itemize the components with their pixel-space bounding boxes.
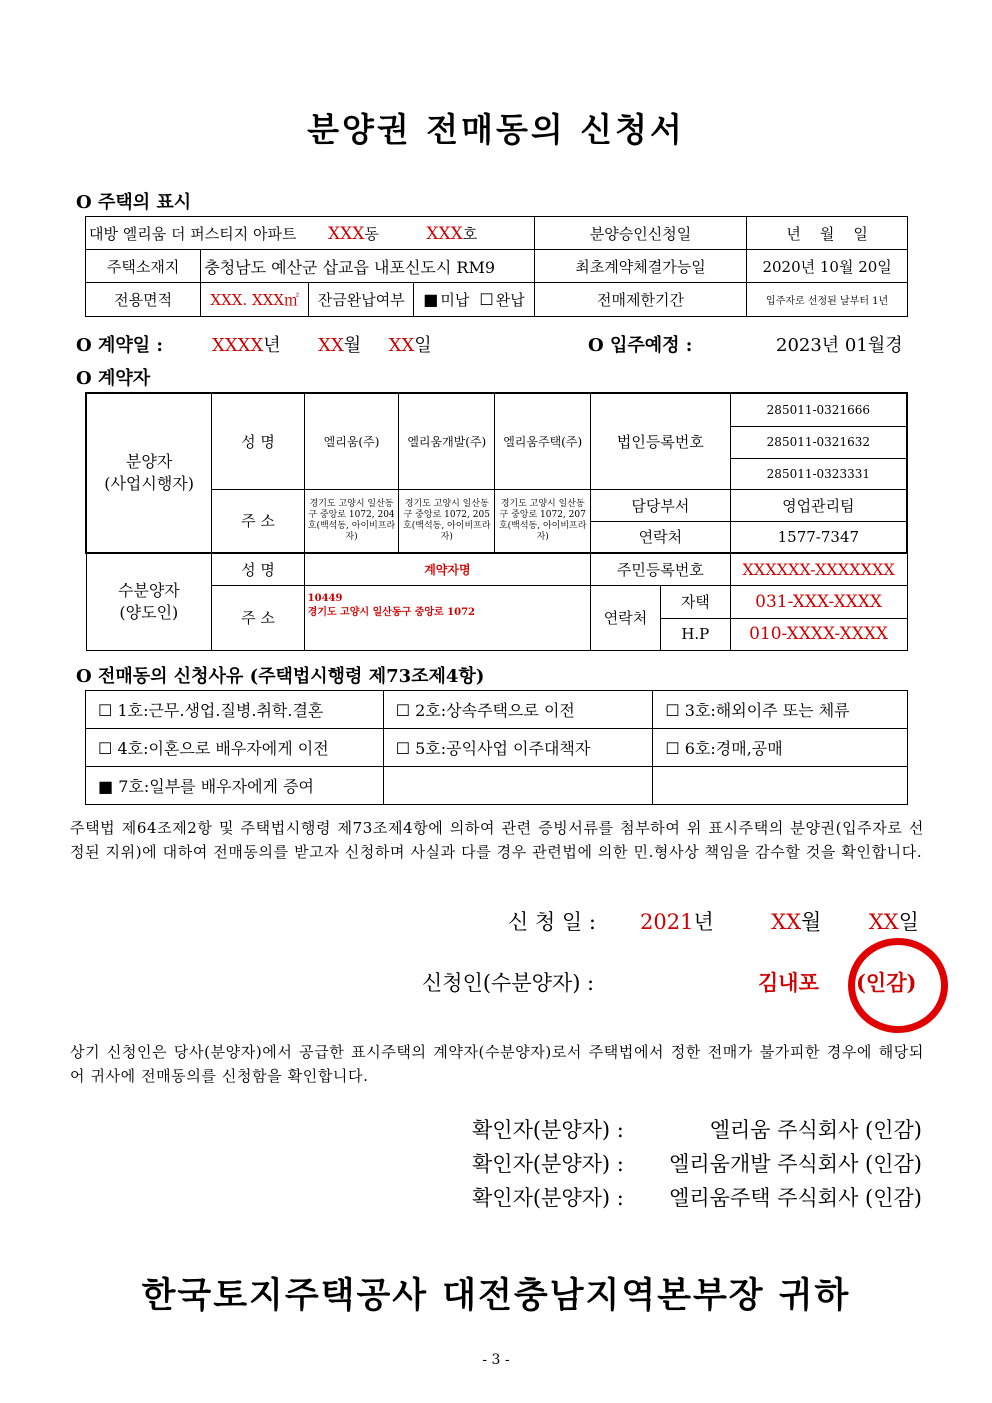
confirmer-3-label: 확인자(분양자) :: [472, 1186, 624, 1210]
seller-sublabel: (사업시행자): [104, 474, 194, 493]
section-reason-heading: O 전매동의 신청사유 (주택법시행령 제73조제4항): [76, 666, 485, 687]
reason-3[interactable]: [653, 691, 908, 729]
apartment-name: 대방 엘리움 더 퍼스티지 아파트: [89, 224, 297, 243]
confirmer-2-company: 엘리움개발 주식회사 (인감): [669, 1152, 922, 1176]
seller-contact-label: 연락처: [591, 521, 731, 553]
buyer-label: 수분양자: [117, 580, 180, 600]
seller-name-2: 엘리움개발(주): [399, 393, 495, 489]
page-number: - 3 -: [482, 1352, 510, 1368]
approval-date-label: 분양승인신청일: [534, 217, 747, 250]
balance-label: 잔금완납여부: [309, 283, 414, 316]
reason-2-label: 2호:상속주택으로 이전: [415, 701, 575, 720]
seller-label: 분양자: [125, 452, 173, 471]
unpaid-checkbox[interactable]: ■: [423, 290, 439, 309]
reason-7[interactable]: [86, 767, 384, 805]
ho-number: XXX: [426, 223, 463, 244]
address-value: 충청남도 예산군 삽교읍 내포신도시 RM9: [201, 250, 535, 283]
apply-month: XX: [771, 910, 802, 934]
section-party-heading: O 계약자: [76, 368, 151, 389]
reason-5-label: 5호:공익사업 이주대책자: [415, 739, 591, 758]
apartment-cell: [86, 217, 535, 250]
dong-number: XXX: [328, 223, 365, 244]
seller-name-1: 엘리움(주): [304, 393, 399, 489]
buyer-label-cell: [86, 553, 212, 650]
reason-empty-1: [383, 767, 653, 805]
contract-date-label: O 계약일 :: [76, 335, 164, 356]
applicant-label: 신청인(수분양자) :: [422, 971, 595, 995]
apply-day-unit: 일: [898, 910, 919, 934]
reason-2-checkbox[interactable]: ☐: [395, 701, 411, 720]
buyer-address-cell: [304, 585, 590, 650]
paid-checkbox[interactable]: ☐: [479, 290, 494, 309]
dept-label: 담당부서: [591, 489, 731, 521]
confirmer-1-label: 확인자(분양자) :: [472, 1118, 624, 1142]
seller-address-2: 경기도 고양시 일산동구 중앙로 1072, 205호(백석동, 아이비프라자): [399, 489, 495, 553]
buyer-contact-label: 연락처: [591, 585, 661, 650]
area-balance-cell: [201, 283, 535, 317]
reason-1[interactable]: [86, 691, 384, 729]
address-label: 주택소재지: [86, 250, 201, 283]
reason-7-checkbox[interactable]: ■: [98, 777, 114, 796]
reason-3-checkbox[interactable]: ☐: [665, 701, 680, 720]
seller-address-label: 주 소: [212, 489, 304, 553]
buyer-sublabel: (양도인): [119, 602, 179, 622]
apply-date-label: 신 청 일 :: [508, 910, 596, 934]
contract-day: XX: [388, 335, 415, 356]
apply-day: XX: [868, 910, 899, 934]
contract-month: XX: [318, 335, 344, 356]
corp-number-label: 법인등록번호: [591, 393, 731, 489]
corp-number-3: 285011-0323331: [730, 458, 907, 489]
seller-address-3: 경기도 고양시 일산동구 중앙로 1072, 207호(백석동, 아이비프라자): [495, 489, 591, 553]
confirmer-1-company: 엘리움 주식회사 (인감): [709, 1118, 922, 1142]
seller-address-1: 경기도 고양시 일산동구 중앙로 1072, 204호(백석동, 아이비프라자): [304, 489, 399, 553]
rrn-label: 주민등록번호: [591, 553, 731, 585]
apply-year-unit: 년: [693, 910, 714, 934]
rrn-value: XXXXXX-XXXXXXX: [730, 553, 907, 585]
balance-options: [414, 283, 534, 316]
restrict-value: 입주자로 선정된 날부터 1년: [747, 283, 908, 317]
move-in-value: 2023년 01월경: [776, 335, 903, 356]
seller-name-3: 엘리움주택(주): [495, 393, 591, 489]
hp-value: 010-XXXX-XXXX: [730, 618, 907, 650]
contract-date-value: [212, 331, 432, 357]
declaration-paragraph: 주택법 제64조제2항 및 주택법시행령 제73조제4항에 의하여 관련 증빙서류를 첨부하여 위 표시주택의 분양권(입주자로 선정된 지위)에 대하여 전매동의를 받고자 신청하며 사실과 다를 경우 관련법에 의한 민.형사상 책임을 감수할 것을 확인합니다.: [70, 819, 924, 861]
reason-7-label: 7호:일부를 배우자에게 증여: [118, 777, 314, 796]
buyer-address-label: 주 소: [212, 585, 304, 650]
apply-month-unit: 월: [801, 910, 822, 934]
contract-year: XXXX: [212, 335, 264, 356]
reason-4-label: 4호:이혼으로 배우자에게 이전: [117, 739, 329, 758]
applicant-name: 김내포: [758, 970, 819, 995]
confirmer-2-label: 확인자(분양자) :: [472, 1152, 624, 1176]
reason-empty-2: [653, 767, 908, 805]
approval-date-value: 년 월 일: [747, 217, 908, 250]
reason-4-checkbox[interactable]: ☐: [98, 739, 113, 758]
reason-table: [85, 690, 908, 805]
seller-name-label: 성 명: [212, 393, 304, 489]
area-value: XXX. XXX㎡: [201, 283, 309, 316]
reason-4[interactable]: [86, 729, 384, 767]
confirmation-paragraph: 상기 신청인은 당사(분양자)에서 공급한 표시주택의 계약자(수분양자)로서 주택법에서 정한 전매가 불가피한 경우에 해당되어 귀사에 전매동의를 신청함을 확인합니다.: [70, 1043, 924, 1085]
reason-1-checkbox[interactable]: ☐: [98, 701, 113, 720]
home-phone-value: 031-XXX-XXXX: [730, 585, 907, 618]
housing-table: [85, 216, 908, 317]
buyer-address: 경기도 고양시 일산동구 중앙로 1072: [307, 606, 476, 618]
apply-date-value: [640, 906, 919, 936]
party-table: [85, 392, 908, 651]
reason-3-label: 3호:해외이주 또는 체류: [684, 701, 850, 720]
addressee: 한국토지주택공사 대전충남지역본부장 귀하: [141, 1275, 851, 1316]
reason-5[interactable]: [383, 729, 653, 767]
contract-year-unit: 년: [263, 335, 281, 356]
first-contract-value: 2020년 10월 20일: [747, 250, 908, 283]
unpaid-label: 미납: [440, 291, 470, 309]
hp-label: H.P: [660, 618, 730, 650]
corp-number-1: 285011-0321666: [730, 393, 907, 426]
buyer-name-label: 성 명: [212, 553, 304, 585]
page-title: 분양권 전매동의 신청서: [307, 110, 685, 149]
reason-2[interactable]: [383, 691, 653, 729]
reason-6[interactable]: [653, 729, 908, 767]
restrict-label: 전매제한기간: [534, 283, 747, 317]
contract-day-unit: 일: [414, 335, 432, 356]
first-contract-label: 최초계약체결가능일: [534, 250, 747, 283]
confirmer-3-company: 엘리움주택 주식회사 (인감): [669, 1186, 922, 1210]
contract-month-unit: 월: [343, 335, 362, 356]
paid-label: 완납: [495, 291, 525, 309]
section-housing-heading: O 주택의 표시: [76, 192, 192, 213]
corp-number-2: 285011-0321632: [730, 426, 907, 458]
reason-6-checkbox[interactable]: ☐: [665, 739, 680, 758]
seller-contact-value: 1577-7347: [730, 521, 907, 553]
dong-unit: 동: [364, 224, 379, 243]
seller-label-cell: [86, 393, 212, 553]
applicant-seal-text: (인감): [856, 970, 917, 995]
reason-5-checkbox[interactable]: ☐: [395, 739, 411, 758]
seal-stamp-circle: [848, 938, 948, 1033]
area-label: 전용면적: [86, 283, 201, 317]
ho-unit: 호: [462, 224, 478, 243]
reason-6-label: 6호:경매,공매: [684, 739, 783, 758]
reason-1-label: 1호:근무.생업.질병.취학.결혼: [117, 701, 324, 720]
dept-value: 영업관리팀: [730, 489, 907, 521]
home-phone-label: 자택: [660, 585, 730, 618]
apply-year: 2021: [640, 910, 694, 934]
buyer-name-value: 계약자명: [304, 553, 590, 585]
buyer-zip: 10449: [307, 592, 343, 604]
move-in-label: O 입주예정 :: [588, 335, 693, 356]
